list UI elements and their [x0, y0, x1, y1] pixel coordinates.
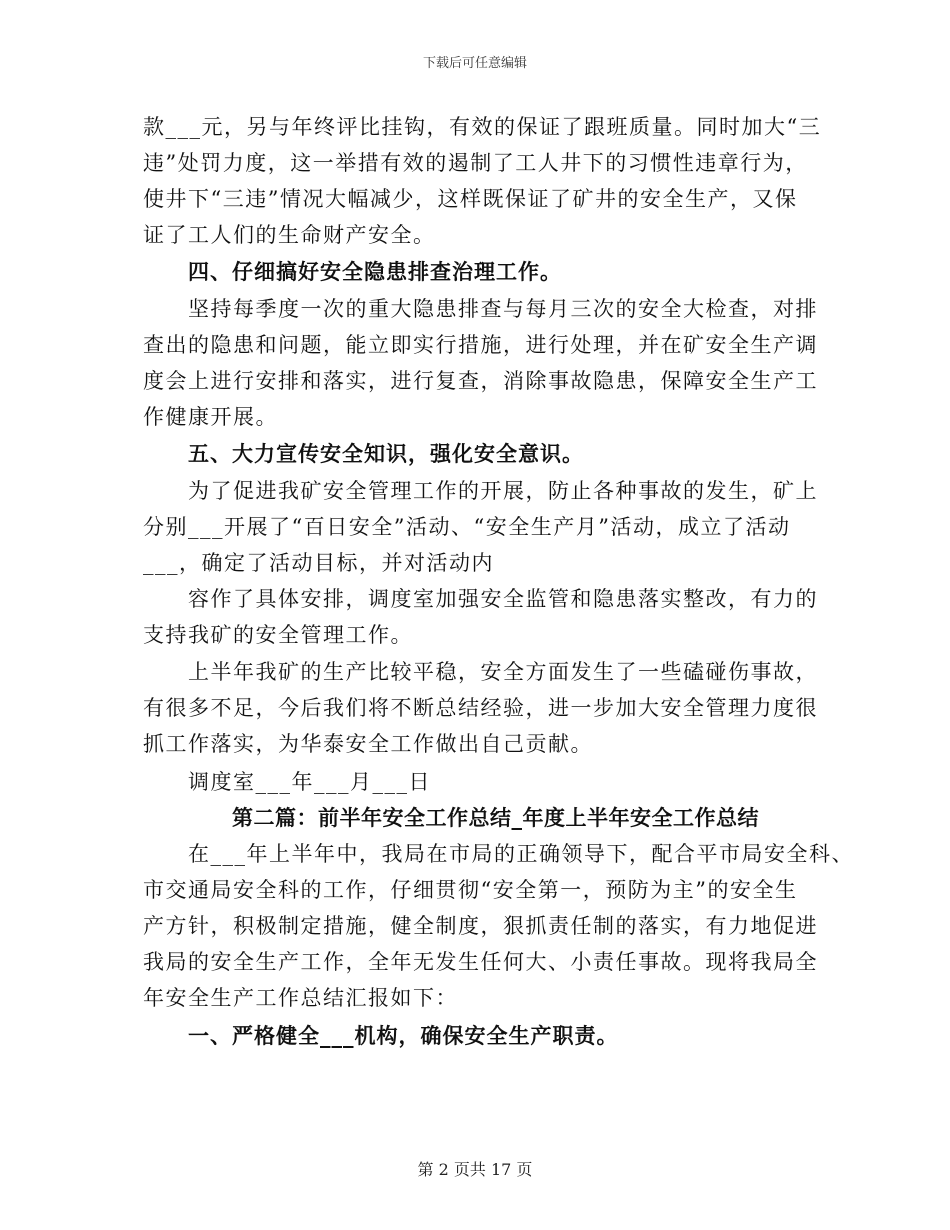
paragraph-line: 为了促进我矿安全管理工作的开展，防止各种事故的发生，矿上 [188, 479, 818, 503]
paragraph-line: 在___年上半年中，我局在市局的正确领导下，配合平市局安全科、 [188, 842, 854, 866]
paragraph-line: 使井下“三违”情况大幅减少，这样既保证了矿井的安全生产，又保 [143, 187, 798, 211]
paragraph-line: 坚持每季度一次的重大隐患排查与每月三次的安全大检查，对排 [188, 297, 818, 321]
paragraph-line: 年安全生产工作总结汇报如下： [143, 986, 458, 1010]
paragraph-line: 容作了具体安排，调度室加强安全监管和隐患落实整改，有力的 [188, 587, 818, 611]
signature-date-line: 调度室___年___月___日 [188, 770, 431, 794]
paragraph-line: 上半年我矿的生产比较平稳，安全方面发生了一些磕碰伤事故， [188, 660, 818, 684]
paragraph-line: 市交通局安全科的工作，仔细贯彻“安全第一，预防为主”的安全生 [143, 878, 798, 902]
paragraph-line: 有很多不足，今后我们将不断总结经验，进一步加大安全管理力度很 [143, 696, 818, 720]
paragraph-line: 我局的安全生产工作，全年无发生任何大、小责任事故。现将我局全 [143, 950, 818, 974]
paragraph-line: 违”处罚力度，这一举措有效的遏制了工人井下的习惯性违章行为， [143, 151, 808, 175]
paragraph-line: 作健康开展。 [143, 405, 278, 429]
paragraph-line: 查出的隐患和问题，能立即实行措施，进行处理，并在矿安全生产调 [143, 333, 818, 357]
paragraph-line: 证了工人们的生命财产安全。 [143, 223, 436, 247]
paragraph-line: 度会上进行安排和落实，进行复查，消除事故隐患，保障安全生产工 [143, 369, 818, 393]
paragraph-line: ___，确定了活动目标，并对活动内 [143, 551, 494, 575]
page-footer: 第 2 页共 17 页 [417, 1160, 533, 1179]
section-heading-5: 五、大力宣传安全知识，强化安全意识。 [188, 441, 584, 466]
page-header: 下载后可任意编辑 [422, 56, 527, 71]
section-heading-4: 四、仔细搞好安全隐患排查治理工作。 [188, 259, 562, 284]
section-heading-1: 一、严格健全___机构，确保安全生产职责。 [188, 1023, 619, 1048]
paragraph-line: 产方针，积极制定措施，健全制度，狠抓责任制的落实，有力地促进 [143, 914, 818, 938]
paragraph-line: 分别___开展了“百日安全”活动、“安全生产月”活动，成立了活动 [143, 515, 791, 539]
paragraph-line: 款___元，另与年终评比挂钩，有效的保证了跟班质量。同时加大“三 [143, 115, 822, 139]
chapter-title: 第二篇：前半年安全工作总结_年度上半年安全工作总结 [232, 805, 759, 830]
paragraph-line: 支持我矿的安全管理工作。 [143, 623, 413, 647]
paragraph-line: 抓工作落实，为华泰安全工作做出自己贡献。 [143, 732, 593, 756]
